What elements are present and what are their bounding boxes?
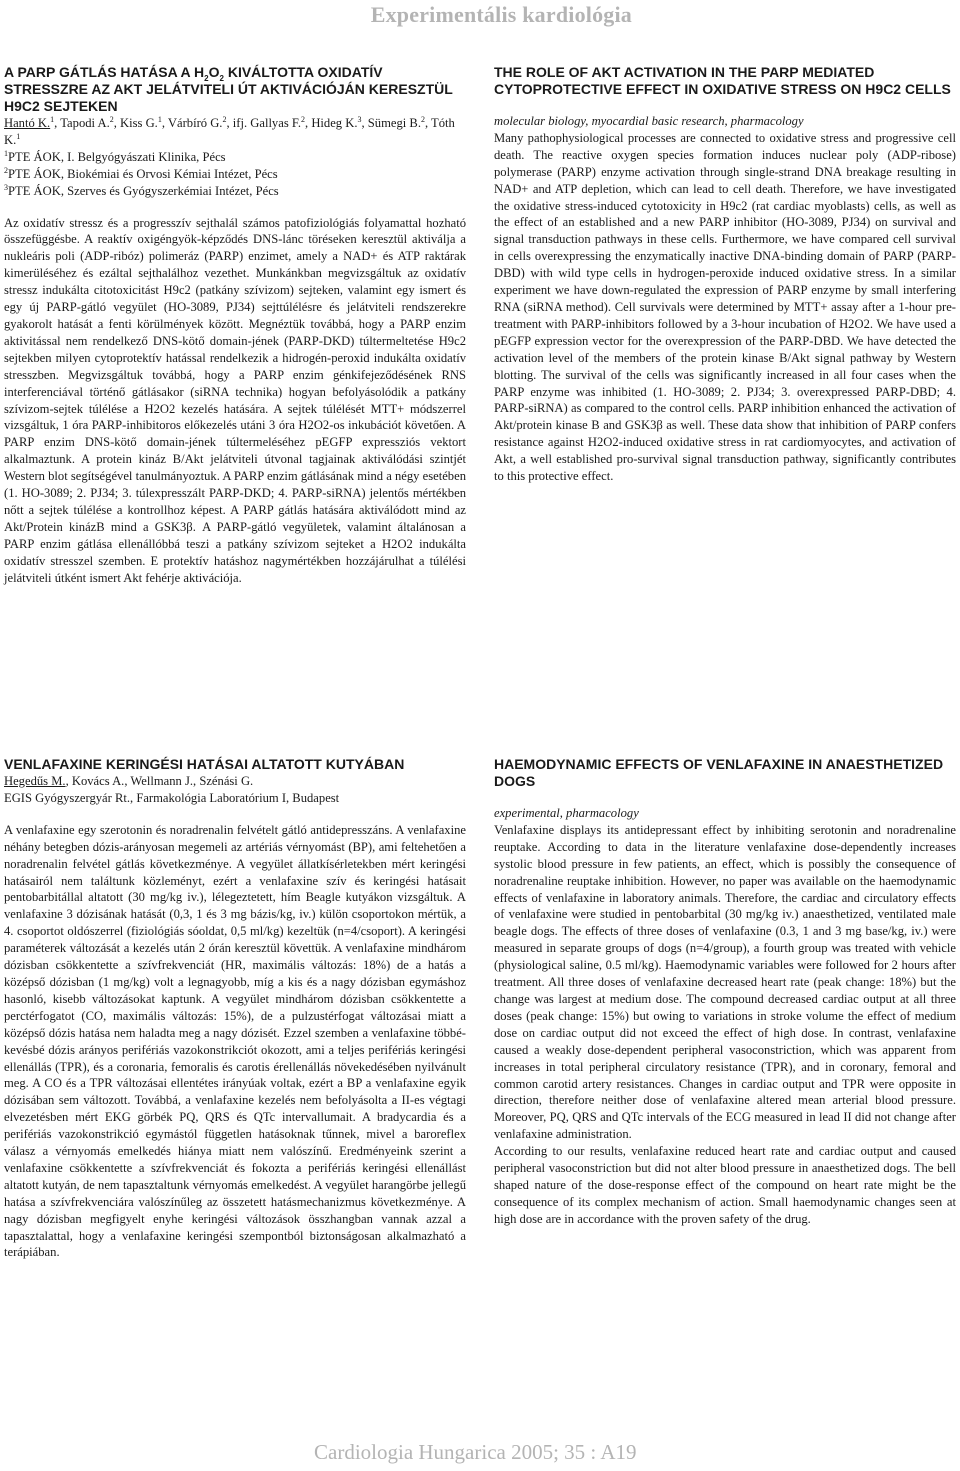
abstract-title: VENLAFAXINE KERINGÉSI HATÁSAI ALTATOTT KUTYÁBAN bbox=[4, 756, 405, 772]
affiliation-marker: 2 bbox=[222, 114, 227, 124]
affiliation-text: PTE ÁOK, Szerves és Gyógyszerkémiai Intézet, Pécs bbox=[8, 183, 279, 198]
abstract-title: A PARP GÁTLÁS HATÁSA A $H_2O_2$ KIVÁLTOTTA OXIDATÍV STRESSZRE AZ AKT JELÁTVITELI ÚT AKTIVÁCIÓJÁN KERESZTÜL H9C2 SEJTEKEN bbox=[4, 64, 453, 114]
abstract-body: Many pathophysiological processes are connected to oxidative stress and progressive cell death. The reactive oxygen species formation induces nuclear poly (ADP-ribose) polymerase (PARP) enzyme activation through single-strand DNA breakage resulting in NAD+ and ATP depletion, which can lead to cell death. Therefore, we have investigated the oxidative stress-induced cytotoxicity in H9c2 (rat cardiac myoblasts) cells, as well as the effect of an established and a new PARP inhibitor (HO-3089, PJ34) on survival and signal transduction pathways in these cells. Furthermore, we have compared cell survival in cells overexpressing the enzymatically inactive DNA-binding domain of PARP (PARP-DBD) with wild type cells in hydrogen-peroxide induced oxidative stress. In a similar experiment we have down-regulated the expression of PARP enzyme by small interfering RNA (siRNA method). Cell survivals were determined by MTT+ assay after a 1-hour pre-treatment with PARP-inhibitors followed by a 3-hour incubation of H2O2. We have used a pEGFP expression vector for the overexpression of the PARP-DBD. We have detected the activation level of the members of the protein kinase B/Akt signal pathway by Western blotting. The survival of the cells was significantly increased in all four cases when the PARP enzyme was inhibited (1. HO-3089; 2. PJ34; 3. overexpressed PARP-DBD; 4. PARP-siRNA) as compared to the control cells. PARP inhibition enhanced the activation of Akt/protein kinase B and GSK3β as well. These data show that inhibition of PARP confers resistance against H2O2-induced oxidative stress in rat cardiomyocytes, and activation of Akt, a well established pro-survival signal transduction pathway, significantly contributes to this protective effect. bbox=[494, 130, 956, 484]
affiliation-marker: 2 bbox=[301, 114, 306, 124]
author-name: , Hideg K. bbox=[305, 116, 358, 130]
affiliation-marker: 1 bbox=[16, 131, 21, 141]
abstract-body: A venlafaxine egy szerotonin és noradrenalin felvételt gátló antidepresszáns. A venlafaxine néhány betegben dózis-arányosan megemeli az artériás vérnyomást (BP), ami feltehetően a noradrenalin felvétel gátlás következménye. A vegyület állatkísérletekben mért keringési hatásairól nem találtunk közleményt, ezért a venlafaxine szív és keringési hatásait pentobarbitállal altatott (30 mg/kg iv.), lélegeztetett, hím Beagle kutyákon vizsgáltuk. A venlafaxine 3 dózisának hatását (0,3, 1 és 3 mg bázis/kg, iv.) külön csoportokon mértük, a 4. csoportot oldószerrel (fiziológiás sóoldat, 0,5 ml/kg) kezeltük (n=4/csoport). A keringési paraméterek változását a kezelés után 2 órán keresztül követtük. A venlafaxine mindhárom dózisban csökkentette a szívfrekvenciát (HR, maximális változás: 18%) de a hatás a középső dózisban (1 mg/kg) volt a legnagyobb, míg a kis és a nagy dózisban egymáshoz hasonló, kisebb változásokat kaptunk. A vegyület mindhárom dózisban csökkentette a perctérfogatot (CO, maximális változás: 15%), de a pulzustérfogat változásai miatt a középső dózis hatása nem haladta meg a nagy dózisét. Ezzel szemben a venlafaxine többé-kevésbé dózis arányos perifériás vazokonstrikciót okozott, ami a teljes perifériás keringési ellenállás (TPR), és a coronaria, femoralis és carotis érellenállás növekedésében nyilvánult meg. A CO és a TPR változásai ellentétes irányúak voltak, ezért a BP a venlafaxine egyik dózisában sem változott. Továbbá, a venlafaxine kezelés nem befolyásolta a II-es végtagi elvezetésben mért EKG görbék PQ, QRS és QTc intervallumait. A bradycardia és a perifériás vazokonstrikció egymástól független hatásoknak tűnnek, mivel a baroreflex válasz a vérnyomás emelkedés hiánya miatt nem valószínű. Eredményeink szerint a venlafaxine csökkentette a szívfrekvenciát és fokozta a perifériás keringési ellenállást altatott kutyán, de nem tapasztaltunk vérnyomás emelkedést. A vegyület harangörbe jellegű hatása a szívfrekvenciára valószínűleg az összetett hatásmechanizmus következménye. A nagy dózisban megfigyelt enyhe keringési változások összhangban vannak azzal a tapasztalattal, hogy a venlafaxine keringési szempontból biztonságosan alkalmazható a terápiában. bbox=[4, 822, 466, 1260]
author-name: , Kiss G. bbox=[113, 116, 158, 130]
keywords: experimental, pharmacology bbox=[494, 806, 639, 820]
abstract-parp-hu bbox=[4, 64, 466, 586]
presenting-author: Hantó K. bbox=[4, 116, 51, 130]
author-name: , Sümegi B. bbox=[361, 116, 421, 130]
affiliation-list bbox=[4, 149, 466, 200]
co-authors bbox=[4, 116, 455, 147]
abstract-parp-en bbox=[494, 64, 956, 485]
affiliation-number: 1 bbox=[4, 148, 8, 158]
abstract-body: Az oxidatív stressz és a progresszív sejthalál számos patofiziológiás folyamattal hozható összefüggésbe. A reaktív oxigéngyök-képződés DNS-lánc töréseken keresztül aktiválja a nukleáris poli (ADP-ribóz) polimeráz (PARP) enzimet, amely a NAD+ és ATP raktárak kimerüléséhez és ezáltal sejthalálhoz vezethet. Munkánkban megvizsgáltuk az oxidatív stressz indukálta citotoxicitást H9c2 (patkány szívizom) sejteken, valamint egy ismert és egy új PARP-gátló vegyület (HO-3089, PJ34) sejttúlélésre és jelátviteli rendszerekre gyakorolt hatását a fenti körülmények között. Megnéztük továbbá, hogy a PARP enzim aktivitással nem rendelkező DNS-kötő domain-jének (PARP-DKD) túltermeltetése H9c2 sejtekben milyen cytoprotektív hatással rendelkezik a hidrogén-peroxid indukálta oxidatív stresszben. Megvizsgáltuk továbbá, hogy a PARP enzim génkifejeződésének RNS interferenciával történő gátlásakor (siRNA technika) hogyan befolyásolódik a patkány szívizom-sejtek túlélése a H2O2 kezelés hatására. A sejtek túlélését MTT+ módszerrel vizsgáltuk, 1 óra PARP-inhibitoros előkezelés utáni 3 óra H2O2-os inkubációt követően. A PARP enzim DNS-kötő domain-jének túltermeléséhez pEGFP expressziós vektort alkalmaztunk. A protein kináz B/Akt jelátviteli útvonal tagjainak aktiválódási szintjét Western blot segítségével tanulmányoztuk. A PARP enzim gátlásának mind a négy esetében (1. HO-3089; 2. PJ34; 3. túlexpresszált PARP-DKD; 4. PARP-siRNA) jelentős mértékben nőtt a sejtek túlélése a kontrollhoz képest. A PARP gátlás hatására aktiválódott mind az Akt/Protein kinázB mind a GSK3β. A PARP-gátló vegyületek, valamint általánosan a PARP enzim gátlása ellenállóbbá teszi a patkány szívizom sejteket a H2O2 indukálta oxidatív stresszel szemben. E protektív hatáshoz nagymértékben hozzájárulhat a túlélési jelátviteli útként ismert Akt fehérje aktivációja. bbox=[4, 215, 466, 585]
affiliation-marker: 2 bbox=[420, 114, 425, 124]
presenting-author: Hegedűs M. bbox=[4, 774, 66, 788]
abstract-venlafaxine-en bbox=[494, 756, 956, 1228]
affiliation bbox=[4, 149, 466, 166]
author-list bbox=[4, 115, 466, 149]
affiliation-marker: 1 bbox=[157, 114, 162, 124]
page-footer-citation: Cardiologia Hungarica 2005; 35 : A19 bbox=[314, 1440, 637, 1464]
affiliation-number: 2 bbox=[4, 165, 8, 175]
affiliation-marker: 3 bbox=[357, 114, 362, 124]
abstract-body: Venlafaxine displays its antidepressant effect by inhibiting serotonin and noradrenaline reuptake. According to data in the literature venlafaxine dose-dependently increases systolic blood pressure in few patients, an effect, which is possibly the consequence of noradrenaline reuptake inhibition. However, no paper was available on the haemodynamic effects of venlafaxine in laboratory animals. Therefore, the cardiac and circulatory effects of venlafaxine were studied in pentobarbital (30 mg/kg iv.) anaesthetized, ventilated male beagle dogs. The effects of three doses of venlafaxine (0.3, 1 and 3 mg base/kg, iv.) were measured in separate groups of dogs (n=4/group), a fourth group was treated with vehicle (physiological saline, 0.5 ml/kg). Haemodynamic variables were followed for 2 hours after treatment. All three doses of venlafaxine decreased heart rate (peak change: 18%) but the change was largest at medium dose. The compound decreased cardiac output at all three doses (peak change: 15%) but owing to variations in stroke volume the effect of medium dose on cardiac output did not exceed the effect of high dose. In contrast, venlafaxine caused a weakly dose-dependent peripheral vasoconstriction, which was apparent from increases in total peripheral circulatory resistance (TPR), and in coronary, femoral and common carotid artery resistances. Changes in cardiac output and TPR were opposite in direction, therefore neither dose of venlafaxine altered mean arterial blood pressure. Moreover, PQ, QRS and QTc intervals of the ECG measured in lead II did not change after venlafaxine administration. According to our results, venlafaxine reduced heart rate and cardiac output and caused peripheral vasoconstriction but did not alter blood pressure in anaesthetized dogs. The bell shaped nature of the dose-response effect of the compound on heart rate might be the consequence of its complex mechanism of action. Small haemodynamic changes seen at high dose are in accordance with the proven safety of the drug. bbox=[494, 822, 956, 1226]
abstract-title: THE ROLE OF AKT ACTIVATION IN THE PARP MEDIATED CYTOPROTECTIVE EFFECT IN OXIDATIVE STRESS ON H9C2 CELLS bbox=[494, 64, 951, 97]
co-authors: , Kovács A., Wellmann J., Szénási G. bbox=[65, 774, 254, 788]
author-name: , Várbíró G. bbox=[161, 116, 223, 130]
affiliation: EGIS Gyógyszergyár Rt., Farmakológia Laboratórium I, Budapest bbox=[4, 790, 340, 805]
keywords: molecular biology, myocardial basic research, pharmacology bbox=[494, 114, 804, 128]
affiliation-number: 3 bbox=[4, 182, 8, 192]
affiliation bbox=[4, 183, 466, 200]
affiliation-text: PTE ÁOK, Biokémiai és Orvosi Kémiai Intézet, Pécs bbox=[8, 166, 278, 181]
affiliation-marker: 2 bbox=[109, 114, 114, 124]
affiliation-marker: 1 bbox=[50, 114, 55, 124]
author-list bbox=[4, 773, 466, 790]
affiliation bbox=[4, 166, 466, 183]
author-name: , Tapodi A. bbox=[54, 116, 110, 130]
running-header: Experimentális kardiológia bbox=[370, 2, 632, 27]
abstract-title: HAEMODYNAMIC EFFECTS OF VENLAFAXINE IN ANAESTHETIZED DOGS bbox=[494, 756, 944, 789]
author-name: , ifj. Gallyas F. bbox=[226, 116, 302, 130]
affiliation-text: PTE ÁOK, I. Belgyógyászati Klinika, Pécs bbox=[8, 149, 226, 164]
abstract-venlafaxine-hu bbox=[4, 756, 466, 1261]
author-name: , Tóth K. bbox=[4, 116, 455, 147]
